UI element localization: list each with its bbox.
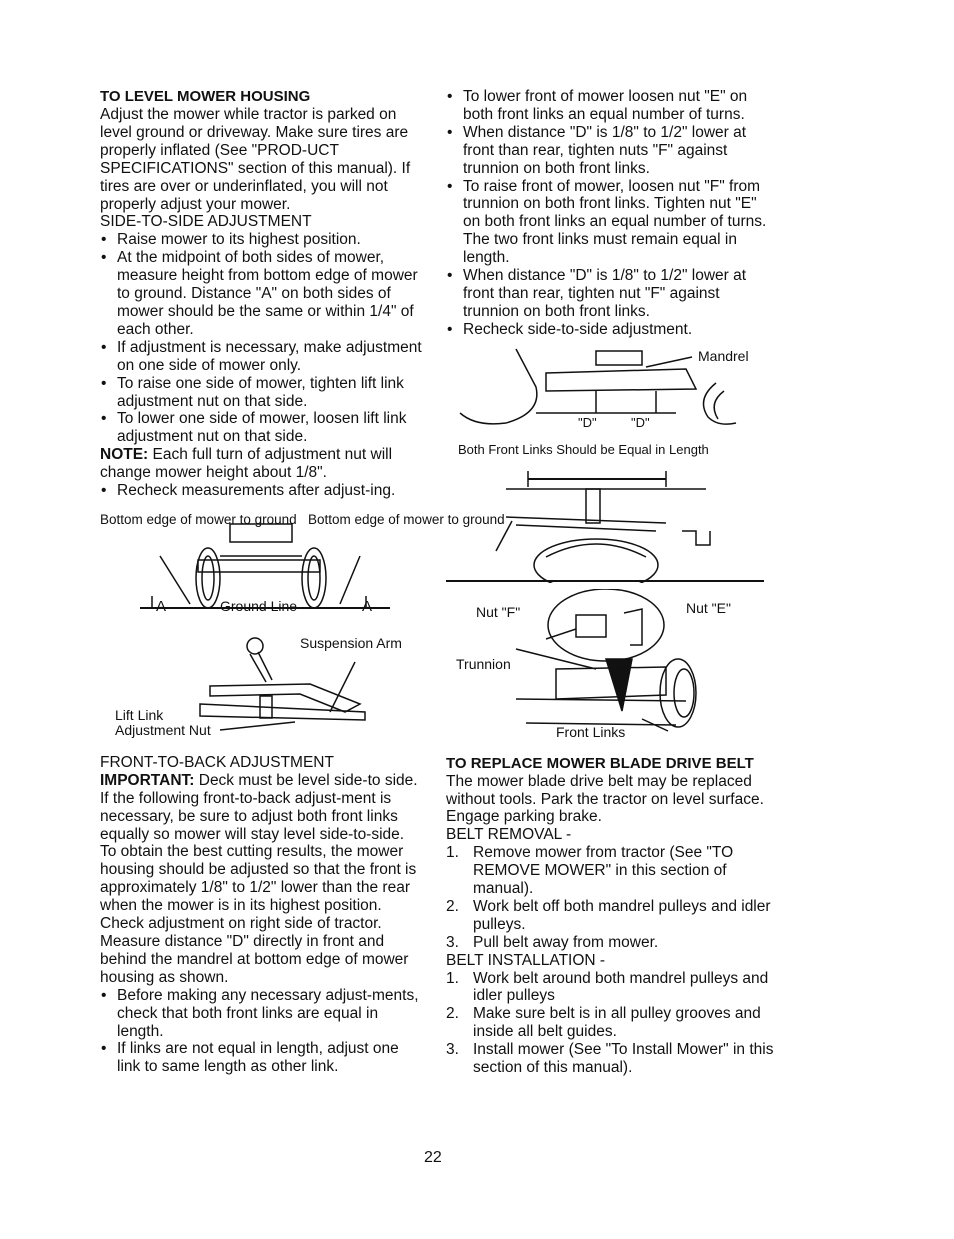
list-item: • If adjustment is necessary, make adjustment on one side of mower only. (100, 339, 425, 375)
belt-installation-steps (446, 970, 776, 1077)
front-adjust-list (446, 88, 776, 339)
important-text: Deck must be level side-to side. If the following front-to-back adjust-ment is necessary, be sure to adjust both front links equally so mower will stay level side-to-side. (100, 771, 418, 843)
list-item: • When distance "D" is 1/8" to 1/2" lower at front than rear, tighten nut "F" against trunnion on both front links. (446, 267, 776, 321)
label-mandrel: Mandrel (698, 347, 749, 364)
recheck-list (100, 482, 425, 500)
page-number: 22 (424, 1149, 442, 1166)
label-bottom-edge-left: Bottom edge of mower to ground (100, 511, 297, 527)
replace-belt-heading: TO REPLACE MOWER BLADE DRIVE BELT (446, 754, 754, 772)
list-item (446, 970, 776, 1006)
list-item: • Raise mower to its highest position. (100, 231, 425, 249)
note-label: NOTE: (100, 446, 149, 464)
label-a-left: A (156, 597, 167, 615)
step-text: Work belt off both mandrel pulleys and idler pulleys. (473, 897, 771, 933)
list-item (446, 1041, 776, 1077)
front-to-back-heading: FRONT-TO-BACK ADJUSTMENT (100, 753, 334, 771)
list-item: • To lower front of mower loosen nut "E" on both front links an equal number of turns. (446, 88, 776, 124)
list-item: • To lower one side of mower, loosen lift link adjustment nut on that side. (100, 410, 425, 446)
step-number: 3. (446, 1041, 459, 1059)
note (100, 446, 425, 482)
label-front-links: Front Links (556, 723, 626, 740)
list-item: • To raise front of mower, loosen nut "F" from trunnion on both front links. Tighten nut "E" on both front links an equal number of turns. The two front links must remain equal in length. (446, 178, 776, 268)
mandrel-diagram (446, 343, 776, 433)
important-note (100, 772, 425, 844)
important-label: IMPORTANT: (100, 771, 195, 789)
label-ground-line: Ground Line (220, 597, 298, 614)
step-text: Remove mower from tractor (See "TO REMOVE MOWER" in this section of manual). (473, 844, 734, 898)
list-item: • When distance "D" is 1/8" to 1/2" lower at front than rear, tighten nuts "F" against trunnion on both front links. (446, 124, 776, 178)
front-to-back-list (100, 987, 425, 1077)
step-text: Install mower (See "To Install Mower" in this section of this manual). (473, 1041, 774, 1077)
side-to-side-list (100, 231, 425, 446)
list-item: • If links are not equal in length, adjust one link to same length as other link. (100, 1040, 425, 1076)
list-item: • Before making any necessary adjust-ments, check that both front links are equal in length. (100, 987, 425, 1041)
level-mower-heading: TO LEVEL MOWER HOUSING (100, 88, 311, 105)
list-item: • Recheck measurements after adjust-ing. (100, 482, 425, 500)
label-nut-f: Nut "F" (476, 603, 521, 620)
list-item: • Recheck side-to-side adjustment. (446, 321, 776, 339)
step-text: Pull belt away from mower. (473, 933, 659, 951)
level-intro: Adjust the mower while tractor is parked on level ground or driveway. Make sure tires are properly inflated (See "PROD-UCT SPECIFICATIONS" section of this manual). If tires are over or underinflated, you will not properly adjust your mower. (100, 106, 411, 213)
step-number: 2. (446, 1005, 459, 1023)
step-number: 2. (446, 897, 459, 915)
step-number: 3. (446, 933, 459, 951)
equal-length-caption: Both Front Links Should be Equal in Length (458, 441, 709, 457)
list-item (446, 898, 776, 934)
list-item: • At the midpoint of both sides of mower, measure height from bottom edge of mower to ground. Distance "A" on both sides of mower should be the same or within 1/4" of each other. (100, 249, 425, 339)
belt-removal-steps (446, 844, 776, 951)
front-links-diagram (446, 461, 776, 583)
belt-removal-heading: BELT REMOVAL - (446, 826, 572, 844)
nut-adjustment-diagram (446, 589, 776, 739)
step-number: 1. (446, 844, 459, 862)
list-item: • To raise one side of mower, tighten lift link adjustment nut on that side. (100, 375, 425, 411)
note-text: Each full turn of adjustment nut will change mower height about 1/8". (100, 446, 393, 482)
list-item (446, 844, 776, 898)
list-item (446, 934, 776, 952)
label-lift-link-nut: Lift Link Adjustment Nut (115, 706, 211, 738)
label-bottom-edge-right: Bottom edge of mower to ground (308, 511, 505, 527)
label-trunnion: Trunnion (456, 655, 511, 672)
label-nut-e: Nut "E" (686, 599, 731, 616)
step-text: Work belt around both mandrel pulleys and idler pulleys (473, 969, 769, 1005)
right-column (446, 88, 776, 1077)
label-suspension-arm: Suspension Arm (300, 634, 402, 651)
step-text: Make sure belt is in all pulley grooves and inside all belt guides. (473, 1005, 761, 1041)
lift-link-diagram (100, 634, 425, 742)
step-number: 1. (446, 969, 459, 987)
label-d-front: "D" (578, 414, 597, 430)
label-d-rear: "D" (631, 414, 650, 430)
belt-intro: The mower blade drive belt may be replaced without tools. Park the tractor on level surface. Engage parking brake. (446, 772, 764, 826)
front-links-illustration (446, 461, 776, 583)
cutting-paragraph: To obtain the best cutting results, the mower housing should be adjusted so that the front is approximately 1/8" to 1/2" lower than the rear when the mower is in its highest position. (100, 843, 417, 915)
label-a-right: A (362, 597, 373, 615)
list-item (446, 1005, 776, 1041)
belt-installation-heading: BELT INSTALLATION - (446, 951, 606, 969)
side-to-side-heading: SIDE-TO-SIDE ADJUSTMENT (100, 213, 312, 231)
check-paragraph: Check adjustment on right side of tractor. Measure distance "D" directly in front and behind the mandrel at bottom edge of mower housing as shown. (100, 915, 409, 986)
